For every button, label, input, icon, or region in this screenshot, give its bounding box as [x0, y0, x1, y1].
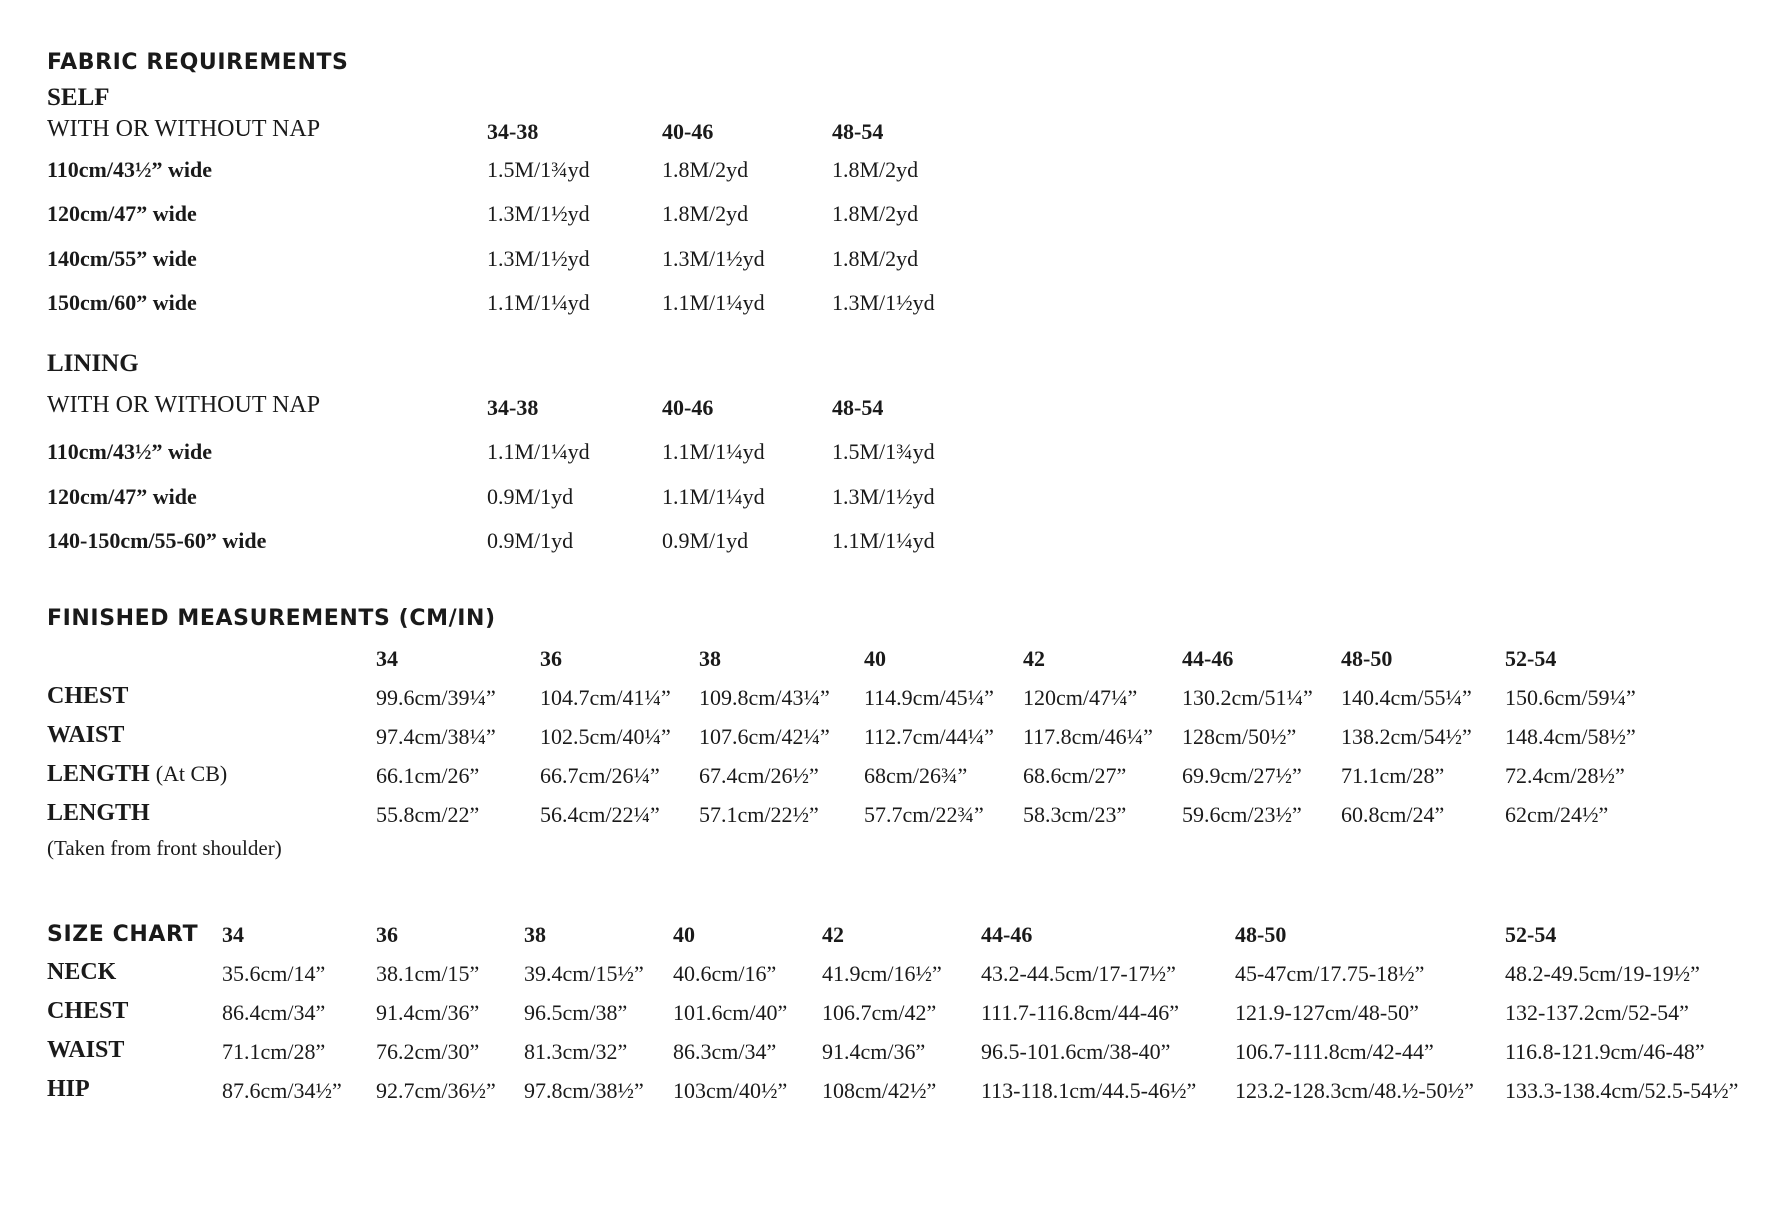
size-chart-cell: 121.9-127cm/48-50” — [1235, 1000, 1419, 1025]
size-chart-row-label: WAIST — [47, 1037, 125, 1063]
lining-size-header: 34-38 — [487, 395, 539, 420]
size-chart-cell: 96.5-101.6cm/38-40” — [981, 1039, 1171, 1064]
fabric-requirements-title: FABRIC REQUIREMENTS — [47, 50, 349, 75]
finished-row-label: LENGTH — [47, 800, 150, 826]
size-chart-cell: 43.2-44.5cm/17-17½” — [981, 961, 1176, 986]
self-cell: 1.8M/2yd — [662, 201, 749, 226]
self-cell: 1.8M/2yd — [832, 201, 919, 226]
size-chart-cell: 39.4cm/15½” — [524, 961, 644, 986]
size-chart-header: 52-54 — [1505, 922, 1557, 947]
self-cell: 1.8M/2yd — [662, 157, 749, 182]
finished-cell: 57.7cm/22¾” — [864, 802, 984, 827]
self-size-header: 48-54 — [832, 119, 884, 144]
self-cell: 1.3M/1½yd — [662, 246, 765, 271]
size-chart-cell: 81.3cm/32” — [524, 1039, 628, 1064]
self-cell: 1.1M/1¼yd — [487, 290, 590, 315]
size-chart-cell: 91.4cm/36” — [822, 1039, 926, 1064]
finished-cell: 128cm/50½” — [1182, 724, 1297, 749]
size-chart-cell: 87.6cm/34½” — [222, 1078, 342, 1103]
size-chart-row-label: HIP — [47, 1076, 90, 1102]
self-cell: 1.3M/1½yd — [832, 290, 935, 315]
lining-cell: 1.1M/1¼yd — [662, 484, 765, 509]
lining-cell: 1.1M/1¼yd — [832, 528, 935, 553]
self-size-header: 34-38 — [487, 119, 539, 144]
size-chart-cell: 132-137.2cm/52-54” — [1505, 1000, 1689, 1025]
self-row-label: 150cm/60” wide — [47, 290, 197, 315]
finished-size-header: 44-46 — [1182, 646, 1234, 671]
finished-row-label-main: LENGTH — [47, 761, 150, 787]
finished-cell: 112.7cm/44¼” — [864, 724, 994, 749]
size-chart-cell: 106.7-111.8cm/42-44” — [1235, 1039, 1434, 1064]
size-chart-header: 48-50 — [1235, 922, 1287, 947]
finished-cell: 150.6cm/59¼” — [1505, 685, 1636, 710]
lining-cell: 1.5M/1¾yd — [832, 439, 935, 464]
finished-cell: 66.7cm/26¼” — [540, 763, 660, 788]
self-row-label: 120cm/47” wide — [47, 201, 197, 226]
finished-cell: 99.6cm/39¼” — [376, 685, 496, 710]
size-chart-header: 38 — [524, 922, 546, 947]
size-chart-cell: 103cm/40½” — [673, 1078, 788, 1103]
size-chart-cell: 40.6cm/16” — [673, 961, 777, 986]
finished-cell: 148.4cm/58½” — [1505, 724, 1636, 749]
size-chart-cell: 86.3cm/34” — [673, 1039, 777, 1064]
size-chart-cell: 97.8cm/38½” — [524, 1078, 644, 1103]
finished-cell: 68.6cm/27” — [1023, 763, 1127, 788]
self-cell: 1.8M/2yd — [832, 246, 919, 271]
self-cell: 1.5M/1¾yd — [487, 157, 590, 182]
size-chart-cell: 96.5cm/38” — [524, 1000, 628, 1025]
lining-size-header: 48-54 — [832, 395, 884, 420]
finished-cell: 55.8cm/22” — [376, 802, 480, 827]
size-chart-cell: 133.3-138.4cm/52.5-54½” — [1505, 1078, 1739, 1103]
size-chart-header: 40 — [673, 922, 695, 947]
finished-cell: 56.4cm/22¼” — [540, 802, 660, 827]
self-cell: 1.3M/1½yd — [487, 201, 590, 226]
finished-cell: 59.6cm/23½” — [1182, 802, 1302, 827]
size-chart-cell: 86.4cm/34” — [222, 1000, 326, 1025]
lining-heading: LINING — [47, 350, 139, 377]
size-chart-cell: 116.8-121.9cm/46-48” — [1505, 1039, 1705, 1064]
size-chart-header: 44-46 — [981, 922, 1033, 947]
size-chart-row-label: CHEST — [47, 998, 129, 1024]
lining-cell: 0.9M/1yd — [662, 528, 749, 553]
lining-cell: 1.3M/1½yd — [832, 484, 935, 509]
self-size-header: 40-46 — [662, 119, 714, 144]
size-chart-cell: 48.2-49.5cm/19-19½” — [1505, 961, 1700, 986]
self-nap-label: WITH OR WITHOUT NAP — [47, 116, 321, 142]
size-chart-cell: 41.9cm/16½” — [822, 961, 942, 986]
finished-size-header: 40 — [864, 646, 886, 671]
size-chart-cell: 35.6cm/14” — [222, 961, 326, 986]
finished-cell: 107.6cm/42¼” — [699, 724, 830, 749]
finished-size-header: 36 — [540, 646, 562, 671]
finished-cell: 58.3cm/23” — [1023, 802, 1127, 827]
size-chart-header: 34 — [222, 922, 244, 947]
size-chart-cell: 71.1cm/28” — [222, 1039, 326, 1064]
finished-note: (Taken from front shoulder) — [47, 836, 282, 860]
size-chart-cell: 111.7-116.8cm/44-46” — [981, 1000, 1179, 1025]
finished-cell: 71.1cm/28” — [1341, 763, 1445, 788]
finished-size-header: 52-54 — [1505, 646, 1557, 671]
finished-cell: 102.5cm/40¼” — [540, 724, 671, 749]
size-chart-cell: 76.2cm/30” — [376, 1039, 480, 1064]
size-chart-cell: 101.6cm/40” — [673, 1000, 788, 1025]
lining-cell: 1.1M/1¼yd — [487, 439, 590, 464]
size-chart-cell: 113-118.1cm/44.5-46½” — [981, 1078, 1197, 1103]
finished-cell: 138.2cm/54½” — [1341, 724, 1472, 749]
finished-row-label: CHEST — [47, 683, 129, 709]
lining-row-label: 140-150cm/55-60” wide — [47, 528, 267, 553]
size-chart-cell: 108cm/42½” — [822, 1078, 937, 1103]
finished-cell: 120cm/47¼” — [1023, 685, 1138, 710]
self-heading: SELF — [47, 84, 110, 111]
finished-cell: 62cm/24½” — [1505, 802, 1609, 827]
finished-cell: 97.4cm/38¼” — [376, 724, 496, 749]
size-chart-header: 42 — [822, 922, 844, 947]
lining-size-header: 40-46 — [662, 395, 714, 420]
self-row-label: 110cm/43½” wide — [47, 157, 212, 182]
finished-cell: 130.2cm/51¼” — [1182, 685, 1313, 710]
size-chart-title: SIZE CHART — [47, 922, 199, 947]
size-chart-header: 36 — [376, 922, 398, 947]
size-chart-cell: 91.4cm/36” — [376, 1000, 480, 1025]
finished-cell: 114.9cm/45¼” — [864, 685, 994, 710]
finished-cell: 66.1cm/26” — [376, 763, 480, 788]
lining-cell: 1.1M/1¼yd — [662, 439, 765, 464]
self-cell: 1.3M/1½yd — [487, 246, 590, 271]
finished-row-label — [47, 761, 227, 788]
finished-row-label-sub: (At CB) — [155, 761, 228, 786]
finished-size-header: 38 — [699, 646, 721, 671]
finished-cell: 67.4cm/26½” — [699, 763, 819, 788]
finished-cell: 60.8cm/24” — [1341, 802, 1445, 827]
finished-cell: 68cm/26¾” — [864, 763, 968, 788]
self-cell: 1.1M/1¼yd — [662, 290, 765, 315]
finished-size-header: 42 — [1023, 646, 1045, 671]
finished-row-label: WAIST — [47, 722, 125, 748]
finished-measurements-title: FINISHED MEASUREMENTS (CM/IN) — [47, 606, 496, 631]
size-chart-cell: 92.7cm/36½” — [376, 1078, 496, 1103]
finished-cell: 117.8cm/46¼” — [1023, 724, 1153, 749]
finished-size-header: 34 — [376, 646, 398, 671]
self-cell: 1.8M/2yd — [832, 157, 919, 182]
finished-cell: 140.4cm/55¼” — [1341, 685, 1472, 710]
finished-cell: 72.4cm/28½” — [1505, 763, 1625, 788]
lining-cell: 0.9M/1yd — [487, 528, 574, 553]
size-chart-cell: 38.1cm/15” — [376, 961, 480, 986]
finished-size-header: 48-50 — [1341, 646, 1393, 671]
size-chart-cell: 123.2-128.3cm/48.½-50½” — [1235, 1078, 1474, 1103]
lining-cell: 0.9M/1yd — [487, 484, 574, 509]
finished-cell: 109.8cm/43¼” — [699, 685, 830, 710]
lining-nap-label: WITH OR WITHOUT NAP — [47, 392, 321, 418]
size-chart-cell: 106.7cm/42” — [822, 1000, 937, 1025]
finished-cell: 57.1cm/22½” — [699, 802, 819, 827]
lining-row-label: 110cm/43½” wide — [47, 439, 212, 464]
size-chart-cell: 45-47cm/17.75-18½” — [1235, 961, 1425, 986]
finished-cell: 69.9cm/27½” — [1182, 763, 1302, 788]
self-row-label: 140cm/55” wide — [47, 246, 197, 271]
size-chart-row-label: NECK — [47, 959, 117, 985]
finished-cell: 104.7cm/41¼” — [540, 685, 671, 710]
lining-row-label: 120cm/47” wide — [47, 484, 197, 509]
